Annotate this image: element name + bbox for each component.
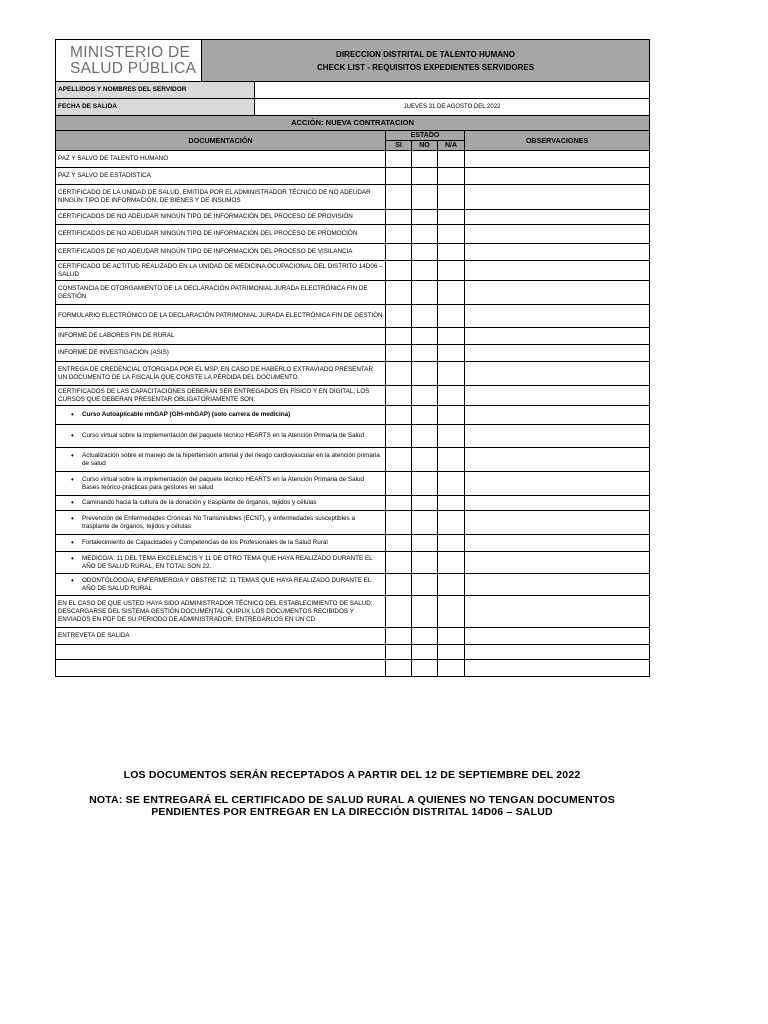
status-na-cell[interactable] — [438, 362, 465, 386]
status-si-cell[interactable] — [386, 225, 412, 244]
status-na-cell[interactable] — [438, 345, 465, 362]
status-no-header: NO — [412, 141, 438, 151]
status-si-cell[interactable] — [386, 425, 412, 448]
status-na-cell[interactable] — [438, 660, 465, 677]
status-no-cell[interactable] — [412, 362, 438, 386]
ministry-logo — [56, 40, 202, 82]
status-no-cell[interactable] — [412, 628, 438, 645]
observations-cell[interactable] — [465, 261, 650, 281]
status-si-cell[interactable] — [386, 362, 412, 386]
status-no-cell[interactable] — [412, 261, 438, 281]
status-si-cell[interactable] — [386, 210, 412, 225]
requirement-text: Actualización sobre el manejo de la hipertensión arterial y del riesgo cardiovascular en la atención primaria de salud — [82, 451, 380, 467]
status-si-cell[interactable] — [386, 552, 412, 574]
document-requirement — [56, 305, 386, 328]
document-requirement — [56, 511, 386, 535]
status-na-cell[interactable] — [438, 406, 465, 425]
requirement-text: CERTIFICADO DE LA UNIDAD DE SALUD, EMITIDA POR EL ADMINISTRADOR TÉCNICO DE NO ADEUDAR NINGÚN TIPO DE INFORMACIÓN, DE BIENES Y DE INSUMOS — [58, 189, 371, 204]
observations-cell[interactable] — [465, 362, 650, 386]
status-no-cell[interactable] — [412, 244, 438, 261]
status-na-header: N/A — [438, 141, 465, 151]
status-na-cell[interactable] — [438, 552, 465, 574]
status-si-cell[interactable] — [386, 660, 412, 677]
observations-cell[interactable] — [465, 552, 650, 574]
status-na-cell[interactable] — [438, 472, 465, 496]
status-no-cell[interactable] — [412, 645, 438, 660]
status-na-cell[interactable] — [438, 448, 465, 472]
status-no-cell[interactable] — [412, 185, 438, 210]
status-no-cell[interactable] — [412, 328, 438, 345]
status-si-cell[interactable] — [386, 472, 412, 496]
requirement-text: INFORME DE LABORES FIN DE RURAL — [58, 332, 175, 339]
exit-date-label: FECHA DE SALIDA — [56, 99, 255, 116]
status-na-cell[interactable] — [438, 168, 465, 185]
bullet-icon: • — [71, 538, 74, 547]
document-requirement — [56, 406, 386, 425]
checklist-row — [56, 305, 650, 328]
bullet-icon: • — [71, 474, 74, 484]
observations-cell[interactable] — [465, 496, 650, 511]
observations-cell[interactable] — [465, 574, 650, 596]
document-requirement — [56, 345, 386, 362]
requirement-text: CERTIFICADOS DE NO ADEUDAR NINGÚN TIPO DE INFORMACIÓN DEL PROCESO DE PROMOCIÓN — [58, 230, 358, 237]
bullet-icon: • — [71, 575, 74, 585]
bullet-icon: • — [71, 513, 74, 523]
observations-cell[interactable] — [465, 305, 650, 328]
status-na-cell[interactable] — [438, 425, 465, 448]
documentation-header: DOCUMENTACIÓN — [56, 131, 386, 151]
document-requirement — [56, 574, 386, 596]
document-requirement — [56, 535, 386, 552]
checklist-row — [56, 261, 650, 281]
status-na-cell[interactable] — [438, 511, 465, 535]
status-si-cell[interactable] — [386, 328, 412, 345]
requirement-text: CONSTANCIA DE OTORGAMIENTO DE LA DECLARACIÓN PATRIMONIAL JURADA ELECTRÓNICA FIN DE GESTIÓN — [58, 284, 368, 300]
status-si-cell[interactable] — [386, 596, 412, 628]
exit-date-value: JUEVES 31 DE AGOSTO DEL 2022 — [255, 99, 650, 116]
checklist-row — [56, 448, 650, 472]
observations-cell[interactable] — [465, 511, 650, 535]
document-requirement — [56, 496, 386, 511]
checklist-row — [56, 645, 650, 660]
observations-cell[interactable] — [465, 225, 650, 244]
status-si-cell[interactable] — [386, 406, 412, 425]
requirement-text: Curso virtual sobre la implementación del paquete técnico HEARTS en la Atención Primaria de Salud — [82, 432, 364, 439]
observations-cell[interactable] — [465, 596, 650, 628]
document-requirement — [56, 386, 386, 406]
status-no-cell[interactable] — [412, 660, 438, 677]
observations-cell[interactable] — [465, 448, 650, 472]
requirement-text: Caminando hacia la cultura de la donación y trasplante de órganos, tejidos y células — [82, 499, 317, 506]
checklist-row — [56, 472, 650, 496]
checklist-row — [56, 425, 650, 448]
status-na-cell[interactable] — [438, 225, 465, 244]
status-no-cell[interactable] — [412, 552, 438, 574]
observations-cell[interactable] — [465, 645, 650, 660]
bullet-icon: • — [71, 553, 74, 563]
requirement-text: ENTREVETA DE SALIDA — [58, 632, 130, 639]
checklist-row — [56, 362, 650, 386]
requirement-text: ODONTÓLOGO/A, ENFERMERO/A Y OBSTRETIZ; 11 TEMAS QUE HAYA REALIZADO DURANTE EL AÑO DE SALUD RURAL — [82, 576, 372, 592]
title-line-2: CHECK LIST - REQUISITOS EXPEDIENTES SERVIDORES — [317, 62, 535, 72]
document-requirement — [56, 472, 386, 496]
checklist-table — [55, 39, 650, 677]
requirement-text: Prevención de Enfermedades Crónicas No Transmisibles (ECNT), y enfermedades susceptibles a trasplante de órganos, tejidos y células — [82, 514, 355, 530]
logo-line-2: SALUD PÚBLICA — [70, 59, 197, 77]
status-na-cell[interactable] — [438, 496, 465, 511]
bullet-icon: • — [71, 410, 74, 419]
status-na-cell[interactable] — [438, 535, 465, 552]
status-si-cell[interactable] — [386, 151, 412, 168]
status-na-cell[interactable] — [438, 151, 465, 168]
reception-note: LOS DOCUMENTOS SERÁN RECEPTADOS A PARTIR DEL 12 DE SEPTIEMBRE DEL 2022 — [123, 769, 581, 781]
checklist-row — [56, 210, 650, 225]
status-no-cell[interactable] — [412, 574, 438, 596]
requirement-text: FORMULARIO ELECTRÓNICO DE LA DECLARACIÓN PATRIMONIAL JURADA ELECTRÓNICA FIN DE GESTIÓN — [58, 312, 383, 319]
observations-cell[interactable] — [465, 281, 650, 305]
status-si-cell[interactable] — [386, 261, 412, 281]
checklist-row — [56, 535, 650, 552]
document-requirement — [56, 168, 386, 185]
status-no-cell[interactable] — [412, 425, 438, 448]
document-requirement — [56, 660, 386, 677]
checklist-row — [56, 185, 650, 210]
requirement-text: PAZ Y SALVO DE ESTADISTICA — [58, 172, 151, 179]
observations-cell[interactable] — [465, 386, 650, 406]
status-na-cell[interactable] — [438, 261, 465, 281]
observations-cell[interactable] — [465, 660, 650, 677]
status-no-cell[interactable] — [412, 511, 438, 535]
checklist-row — [56, 496, 650, 511]
title-line-1: DIRECCION DISTRITAL DE TALENTO HUMANO — [336, 49, 516, 59]
status-no-cell[interactable] — [412, 305, 438, 328]
status-no-cell[interactable] — [412, 386, 438, 406]
document-requirement — [56, 210, 386, 225]
status-na-cell[interactable] — [438, 645, 465, 660]
checklist-row — [56, 345, 650, 362]
checklist-row — [56, 628, 650, 645]
status-no-cell[interactable] — [412, 168, 438, 185]
bullet-icon: • — [71, 431, 74, 440]
document-requirement — [56, 448, 386, 472]
status-no-cell[interactable] — [412, 448, 438, 472]
document-requirement — [56, 362, 386, 386]
observations-cell[interactable] — [465, 185, 650, 210]
status-na-cell[interactable] — [438, 244, 465, 261]
document-requirement — [56, 225, 386, 244]
requirement-text: Curso virtual sobre la implementación del paquete técnico HEARTS en la Atención Primaria de Salud Bases teórico-prácticas para gestores en salud — [82, 475, 364, 491]
document-requirement — [56, 151, 386, 168]
status-no-cell[interactable] — [412, 496, 438, 511]
requirement-text: MEDICO/A: 11 DEL TEMA EXCELENCIS Y 11 DE OTRO TEMA QUE HAYA REALIZADO DURANTE EL AÑO DE SALUD RURAL, EN TOTAL SON 22. — [82, 554, 373, 570]
checklist-row — [56, 386, 650, 406]
observations-cell[interactable] — [465, 425, 650, 448]
requirement-text: CERTIFICADOS DE NO ADEUDAR NINGÚN TIPO DE INFORMACIÓN DEL PROCESO DE PROVISIÓN — [58, 213, 353, 220]
observations-cell[interactable] — [465, 345, 650, 362]
status-na-cell[interactable] — [438, 281, 465, 305]
status-si-cell[interactable] — [386, 168, 412, 185]
status-na-cell[interactable] — [438, 628, 465, 645]
certificate-note-line-1: NOTA: SE ENTREGARÁ EL CERTIFICADO DE SALUD RURAL A QUIENES NO TENGAN DOCUMENTOS — [89, 794, 615, 806]
requirement-text: Fortalecimiento de Capacidades y Competencias de los Profesionales de la Salud Rural — [82, 539, 328, 546]
checklist-row — [56, 225, 650, 244]
observations-cell[interactable] — [465, 168, 650, 185]
status-si-cell[interactable] — [386, 628, 412, 645]
status-na-cell[interactable] — [438, 210, 465, 225]
status-no-cell[interactable] — [412, 210, 438, 225]
bullet-icon: • — [71, 450, 74, 460]
checklist-row — [56, 168, 650, 185]
checklist-row — [56, 406, 650, 425]
checklist-row — [56, 281, 650, 305]
requirement-text: PAZ Y SALVO DE TALENTO HUMANO — [58, 155, 169, 162]
document-requirement — [56, 185, 386, 210]
status-si-cell[interactable] — [386, 305, 412, 328]
logo-line-1: MINISTERIO DE — [70, 43, 191, 61]
document-requirement — [56, 328, 386, 345]
requirement-text: EN EL CASO DE QUE USTED HAYA SIDO ADMINISTRADOR TÉCNICO DEL ESTABLECIMIENTO DE SALUD; DESCARGARSE DEL SISTEMA GESTIÓN DOCUMENTAL QUIPUX LOS DOCUMENTOS RECIBIDOS Y ENVIADOS EN PDF DE SU PERIODO DE ADMINISTRADOR, ENTREGARLOS EN UN CD — [58, 599, 373, 623]
status-no-cell[interactable] — [412, 406, 438, 425]
observations-cell[interactable] — [465, 328, 650, 345]
document-title — [202, 40, 650, 82]
document-requirement — [56, 281, 386, 305]
requirement-text: ENTREGA DE CREDENCIAL OTORGADA POR EL MSP, EN CASO DE HABERLO EXTRAVIADO PRESENTAR UN DOCUMENTO DE LA FISCALÍA QUE CONSTE LA PÉRDIDA DEL DOCUMENTO. — [58, 365, 374, 381]
status-no-cell[interactable] — [412, 472, 438, 496]
status-na-cell[interactable] — [438, 386, 465, 406]
observations-cell[interactable] — [465, 628, 650, 645]
status-header: ESTADO — [386, 131, 465, 141]
checklist-row — [56, 244, 650, 261]
status-si-cell[interactable] — [386, 244, 412, 261]
checklist-row — [56, 660, 650, 677]
status-na-cell[interactable] — [438, 596, 465, 628]
status-si-header: SI — [386, 141, 412, 151]
status-si-cell[interactable] — [386, 345, 412, 362]
status-si-cell[interactable] — [386, 281, 412, 305]
document-requirement — [56, 552, 386, 574]
requirement-text: INFORME DE INVESTIGACION (ASIS) — [58, 349, 169, 356]
checklist-row — [56, 328, 650, 345]
status-no-cell[interactable] — [412, 345, 438, 362]
checklist-row — [56, 552, 650, 574]
status-si-cell[interactable] — [386, 496, 412, 511]
status-na-cell[interactable] — [438, 328, 465, 345]
observations-cell[interactable] — [465, 535, 650, 552]
status-si-cell[interactable] — [386, 574, 412, 596]
status-no-cell[interactable] — [412, 151, 438, 168]
observations-cell[interactable] — [465, 151, 650, 168]
bullet-icon: • — [71, 498, 74, 507]
requirement-text: CERTIFICADOS DE NO ADEUDAR NINGÚN TIPO DE INFORMACIÓN DEL PROCESO DE VISILANCIA — [58, 248, 353, 255]
certificate-note-line-2: PENDIENTES POR ENTREGAR EN LA DIRECCIÓN DISTRITAL 14D06 – SALUD — [151, 806, 553, 818]
document-requirement — [56, 645, 386, 660]
status-si-cell[interactable] — [386, 511, 412, 535]
document-requirement — [56, 425, 386, 448]
checklist-row — [56, 596, 650, 628]
employee-name-label: APELLIDOS Y NOMBRES DEL SERVIDOR — [56, 82, 255, 99]
requirement-text: CERTIFICADO DE ACTITUD REALIZADO EN LA UNIDAD DE MEDICINA OCUPACIONAL DEL DISTRITO 14D06 – SALUD — [58, 262, 383, 278]
status-no-cell[interactable] — [412, 535, 438, 552]
observations-cell[interactable] — [465, 210, 650, 225]
document-requirement — [56, 596, 386, 628]
requirement-text: CERTIFICADOS DE LAS CAPACITACIONES DEBERAN SER ENTREGADOS EN FÍSICO Y EN DIGITAL; LOS CURSOS QUE DEBERAN PRESENTAR OBLIGATORIAMENTE SON: — [58, 387, 370, 403]
requirement-text: Curso Autoaplicable mhGAP (GIH-mhGAP) (solo carrera de medicina) — [82, 411, 291, 418]
status-na-cell[interactable] — [438, 574, 465, 596]
action-header: ACCIÓN: NUEVA CONTRATACION — [56, 116, 650, 131]
status-si-cell[interactable] — [386, 645, 412, 660]
status-na-cell[interactable] — [438, 305, 465, 328]
observations-cell[interactable] — [465, 472, 650, 496]
status-si-cell[interactable] — [386, 448, 412, 472]
status-no-cell[interactable] — [412, 281, 438, 305]
status-no-cell[interactable] — [412, 596, 438, 628]
observations-cell[interactable] — [465, 244, 650, 261]
checklist-row — [56, 511, 650, 535]
status-na-cell[interactable] — [438, 185, 465, 210]
employee-name-field[interactable] — [255, 82, 650, 99]
observations-header: OBSERVACIONES — [465, 131, 650, 151]
document-requirement — [56, 628, 386, 645]
checklist-row — [56, 574, 650, 596]
status-no-cell[interactable] — [412, 225, 438, 244]
document-requirement — [56, 244, 386, 261]
document-requirement — [56, 261, 386, 281]
status-si-cell[interactable] — [386, 386, 412, 406]
status-si-cell[interactable] — [386, 185, 412, 210]
checklist-row — [56, 151, 650, 168]
observations-cell[interactable] — [465, 406, 650, 425]
status-si-cell[interactable] — [386, 535, 412, 552]
